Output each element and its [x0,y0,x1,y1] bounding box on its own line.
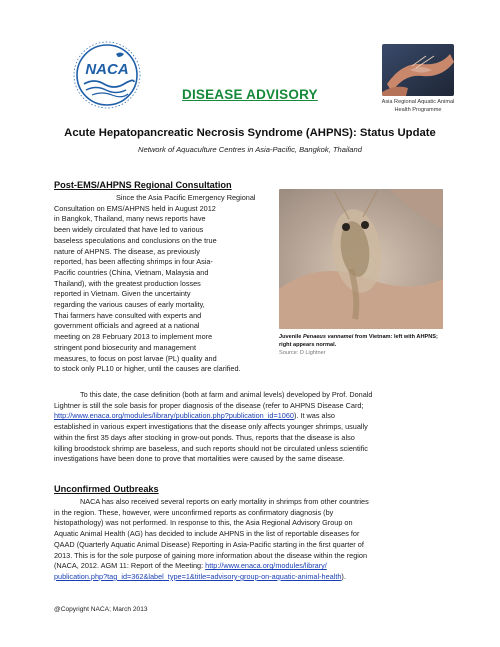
text-line: histopathology) was not performed. In response to this, the Asia Regional Advisory Group on [54,518,353,528]
text-line: Lightner is still the sole basis for proper diagnosis of the disease (refer to AHPNS Disease Card; [54,400,364,410]
section-heading-consultation: Post-EMS/AHPNS Regional Consultation [54,180,232,190]
photo-source: Source: D Lightner [279,350,326,356]
section1b-paragraph [54,390,372,465]
naca-logo [72,40,142,110]
text-line: to stock only PL10 or higher, until the causes are clarified. [54,364,241,374]
text-line: 2013. This is for the sole purpose of gaining more information about the disease within the region [54,550,368,560]
text-line: government officials and agreed at a national [54,321,200,331]
text-line [54,411,372,422]
programme-line-2: Health Programme [394,107,442,113]
caption-prefix: Juvenile [279,334,303,340]
programme-label [368,98,468,114]
text-line: QAAD (Quarterly Aquatic Animal Disease) Reporting in Asia-Pacific starting in the first quarter of [54,539,364,549]
text-line: reported in Vietnam. Given the uncertainty [54,289,191,299]
caption-line-2: right appears normal. [279,341,337,348]
text-line: in Bangkok, Thailand, many news reports have [54,214,206,224]
text-line: measures, to focus on post larvae (PL) quality and [54,353,217,363]
text-fragment: ). [341,571,346,581]
header-photo [382,44,454,96]
disease-card-link[interactable]: http://www.enaca.org/modules/library/publication.php?publication_id=1060 [54,411,294,421]
text-line: in the region. These, however, were unconfirmed reports as confirmatory diagnosis (by [54,507,334,517]
section1-paragraph [54,193,256,375]
photo-caption [279,334,449,349]
copyright-footer: @Copyright NACA; March 2013 [54,606,148,613]
text-line: nature of AHPNS. The disease, as previously [54,246,200,256]
text-line: Pacific countries (China, Vietnam, Malaysia and [54,267,209,277]
text-line: To this date, the case definition (both at farm and animal levels) developed by Prof. Donald [80,390,373,399]
text-line: Consultation on EMS/AHPNS held in August 2012 [54,203,216,213]
text-line: Aquatic Animal Health (AG) has decided to include AHPNS in the list of reportable diseases for [54,529,360,539]
section-heading-outbreaks: Unconfirmed Outbreaks [54,484,159,494]
text-line: NACA has also received several reports on early mortality in shrimps from other countries [80,497,369,506]
caption-rest: from Vietnam: left with AHPNS; [353,334,438,340]
text-line: Thailand), with the greatest production losses [54,278,201,288]
text-line: stringent pond biosecurity and management [54,342,196,352]
document-subtitle: Network of Aquaculture Centres in Asia-Pacific, Bangkok, Thailand [138,145,362,154]
advisory-title: DISEASE ADVISORY [182,87,318,102]
text-line: killing broodstock shrimp are baseless, and such reports should not be circulated unless scientific [54,443,368,453]
text-line: Since the Asia Pacific Emergency Regional [116,193,256,202]
meeting-report-link-cont[interactable]: publication.php?tag_id=362&label_type=1&title=advisory-group-on-aquatic-animal-health [54,571,342,581]
section2-paragraph [54,497,369,583]
document-title: Acute Hepatopancreatic Necrosis Syndrome (AHPNS): Status Update [64,127,436,139]
meeting-report-link[interactable]: http://www.enaca.org/modules/library/ [205,561,327,571]
programme-line-1: Asia Regional Aquatic Animal [381,99,455,105]
text-line: reported, has been affecting shrimps in four Asia- [54,257,213,267]
shrimp-photo [279,189,443,329]
text-line [54,572,369,583]
text-line [54,561,369,572]
text-line: Thai farmers have consulted with experts and [54,310,202,320]
text-line: established in various expert investigations that the disease only affects younger shrimps, usually [54,422,368,432]
text-fragment: (NACA, 2012. AGM 11: Report of the Meeting: [54,561,206,571]
logo-text: NACA [85,61,129,78]
text-line: within the first 35 days after stocking in grow-out ponds. Thus, reports that the disease is also [54,432,355,442]
text-line: regarding the various causes of early mortality, [54,300,205,310]
caption-species: Penaeus vannamei [302,334,354,340]
text-line: meeting on 28 February 2013 to implement more [54,332,213,342]
text-line: been widely circulated that have led to various [54,225,204,235]
text-line: baseless speculations and conclusions on the true [54,235,217,245]
text-line: investigations have been done to prove that mortalities were caused by the same disease. [54,454,345,464]
text-fragment: ). It was also [293,411,335,421]
